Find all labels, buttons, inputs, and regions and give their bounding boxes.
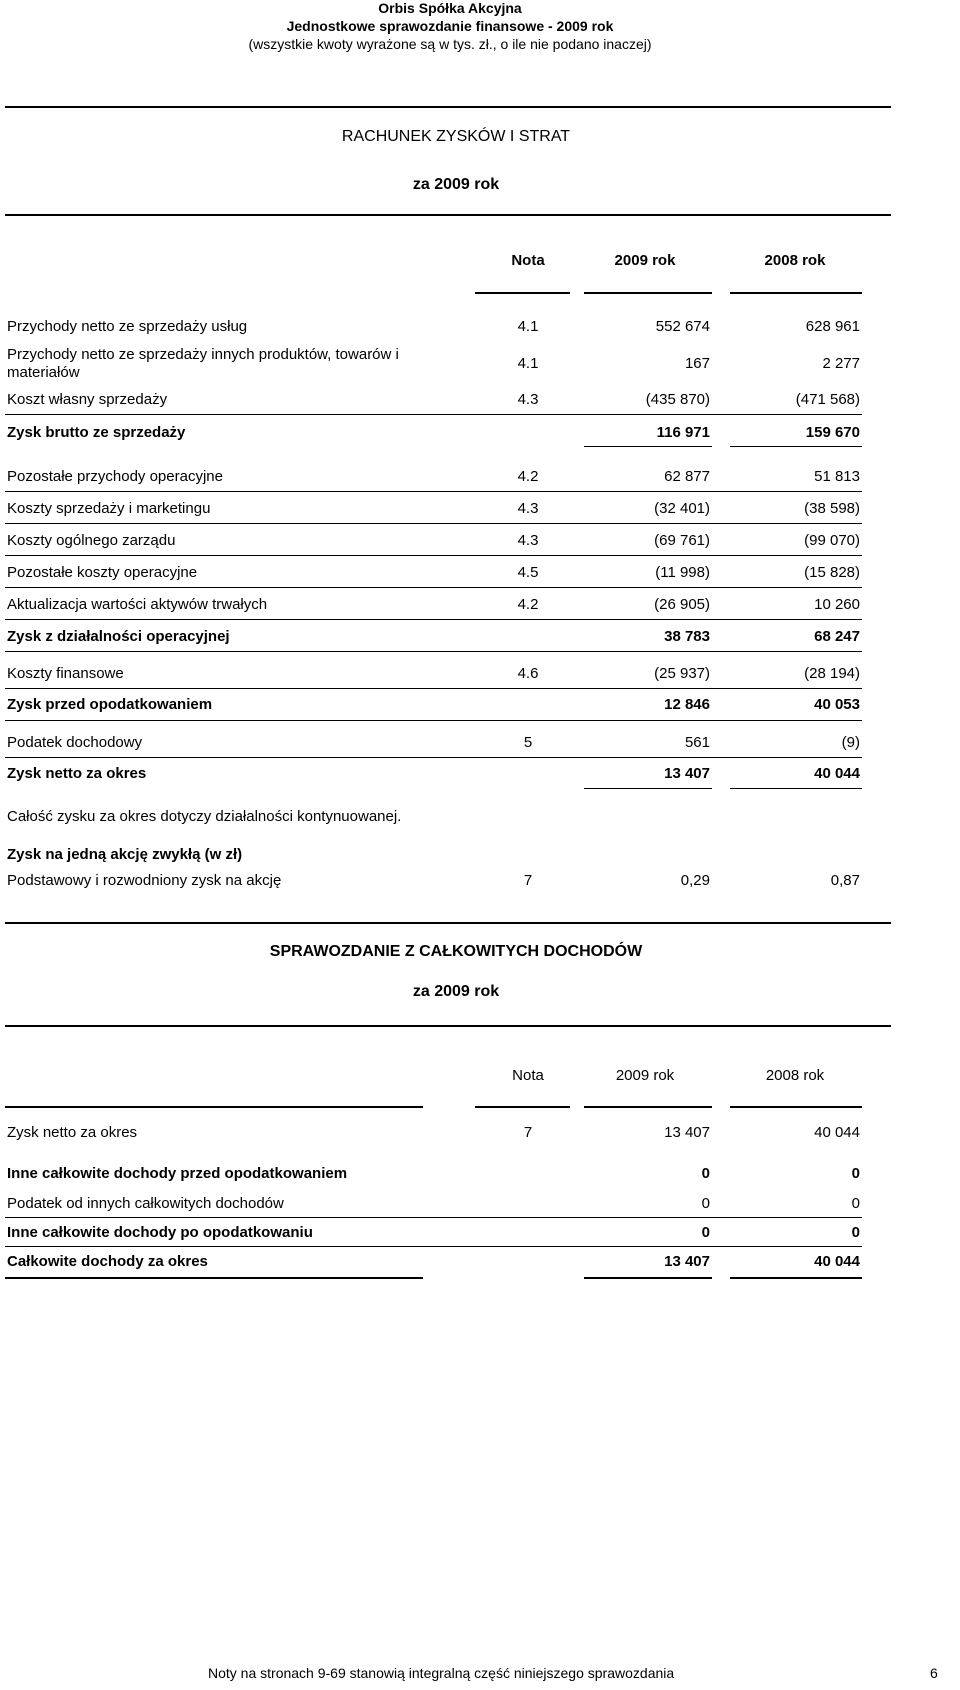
row-divider	[5, 757, 862, 758]
income-statement-title: RACHUNEK ZYSKÓW I STRAT	[341, 128, 571, 145]
income-statement-period: za 2009 rok	[412, 176, 500, 193]
row-label: Zysk brutto ze sprzedaży	[7, 424, 186, 441]
row-value-2008: 40 044	[814, 1124, 860, 1141]
column-underline	[584, 788, 712, 789]
column-underline	[730, 788, 862, 789]
row-divider	[5, 414, 862, 415]
row-value-2009: 116 971	[656, 424, 710, 441]
row-value-2009: 561	[684, 734, 710, 751]
row-value-2008: 40 053	[814, 696, 860, 713]
column-underline	[730, 446, 862, 447]
row-value-2008: 0	[851, 1195, 860, 1212]
column-underline	[584, 1277, 712, 1279]
row-divider	[5, 651, 862, 652]
row-value-2008: 0	[851, 1165, 860, 1182]
row-label: Koszty finansowe	[7, 665, 124, 682]
column-underline	[475, 1106, 570, 1108]
row-divider	[5, 1217, 862, 1218]
row-value-2009: 13 407	[664, 1253, 710, 1270]
row-nota: 4.1	[517, 318, 539, 335]
row-label: Zysk z działalności operacyjnej	[7, 628, 230, 645]
row-value-2009: 13 407	[664, 765, 710, 782]
row-value-2009: 0,29	[680, 872, 710, 889]
row-value-2008: 628 961	[805, 318, 860, 335]
row-label: Zysk netto za okres	[7, 1124, 138, 1141]
row-divider	[5, 720, 862, 721]
row-value-2008: 40 044	[814, 1253, 860, 1270]
row-value-2009: 13 407	[664, 1124, 710, 1141]
row-value-2009: (11 998)	[655, 564, 710, 581]
row-value-2008: (9)	[841, 734, 860, 751]
row-label: Całkowite dochody za okres	[7, 1253, 208, 1270]
row-divider	[5, 587, 862, 588]
column-underline	[584, 446, 712, 447]
section-divider	[5, 106, 891, 108]
row-label: Pozostałe przychody operacyjne	[7, 468, 223, 485]
row-nota: 4.6	[517, 665, 539, 682]
column-header-2009: 2009 rok	[615, 1067, 675, 1084]
row-value-2008: 40 044	[814, 765, 860, 782]
column-header-2009: 2009 rok	[614, 252, 676, 269]
row-value-2008: (15 828)	[804, 564, 860, 581]
row-value-2008: (38 598)	[804, 500, 860, 517]
row-nota: 7	[523, 872, 533, 889]
row-value-2008: 51 813	[814, 468, 860, 485]
row-divider	[5, 523, 862, 524]
column-underline	[5, 1106, 423, 1108]
row-nota: 5	[523, 734, 533, 751]
section-divider	[5, 214, 891, 216]
column-header-nota: Nota	[511, 252, 545, 269]
column-underline	[584, 292, 712, 294]
section-divider	[5, 922, 891, 924]
row-value-2008: 10 260	[814, 596, 860, 613]
page-number: 6	[930, 1665, 938, 1681]
column-underline	[584, 1106, 712, 1108]
row-label: Zysk netto za okres	[7, 765, 147, 782]
company-name: Orbis Spółka Akcyjna	[378, 0, 522, 16]
row-label: Inne całkowite dochody przed opodatkowaniem	[7, 1165, 348, 1182]
row-value-2009: 38 783	[664, 628, 710, 645]
row-value-2008: (28 194)	[804, 665, 860, 682]
row-label: Zysk przed opodatkowaniem	[7, 696, 213, 713]
section-divider	[5, 1025, 891, 1027]
row-value-2009: (25 937)	[654, 665, 710, 682]
row-label: Aktualizacja wartości aktywów trwałych	[7, 596, 268, 613]
row-value-2009: (32 401)	[654, 500, 710, 517]
row-nota: 4.3	[517, 500, 539, 517]
continuing-operations-note: Całość zysku za okres dotyczy działalności kontynuowanej.	[7, 808, 402, 825]
row-label: Podatek od innych całkowitych dochodów	[7, 1195, 284, 1212]
row-value-2008: 0	[851, 1224, 860, 1241]
column-underline	[730, 292, 862, 294]
row-nota: 4.3	[517, 532, 539, 549]
row-value-2008: 159 670	[805, 424, 860, 441]
comprehensive-income-period: za 2009 rok	[412, 983, 500, 1000]
row-value-2009: 552 674	[655, 318, 710, 335]
row-label: Koszty ogólnego zarządu	[7, 532, 176, 549]
comprehensive-income-title: SPRAWOZDANIE Z CAŁKOWITYCH DOCHODÓW	[269, 943, 643, 960]
row-value-2009: (26 905)	[654, 596, 710, 613]
row-value-2008: 2 277	[822, 355, 860, 372]
row-value-2009: (435 870)	[645, 391, 710, 408]
row-nota: 4.5	[517, 564, 539, 581]
row-value-2008: (99 070)	[804, 532, 860, 549]
row-value-2008: (471 568)	[795, 391, 860, 408]
row-label: Przychody netto ze sprzedaży innych produktów, towarów i	[7, 346, 399, 363]
row-label: Przychody netto ze sprzedaży usług	[7, 318, 248, 335]
row-value-2009: 12 846	[664, 696, 710, 713]
column-header-2008: 2008 rok	[765, 1067, 825, 1084]
row-divider	[5, 555, 862, 556]
column-underline	[475, 292, 570, 294]
row-label: Koszt własny sprzedaży	[7, 391, 168, 408]
row-value-2009: 167	[684, 355, 710, 372]
row-nota: 4.1	[517, 355, 539, 372]
row-value-2009: 0	[701, 1224, 710, 1241]
row-value-2009: 0	[701, 1165, 710, 1182]
row-label: Podstawowy i rozwodniony zysk na akcję	[7, 872, 282, 889]
row-nota: 4.2	[517, 596, 539, 613]
row-divider	[5, 491, 862, 492]
row-nota: 4.2	[517, 468, 539, 485]
column-underline	[730, 1277, 862, 1279]
currency-note: (wszystkie kwoty wyrażone są w tys. zł., o ile nie podano inaczej)	[248, 36, 652, 52]
row-nota: 4.3	[517, 391, 539, 408]
column-header-2008: 2008 rok	[764, 252, 826, 269]
row-label: Koszty sprzedaży i marketingu	[7, 500, 211, 517]
row-label: Podatek dochodowy	[7, 734, 143, 751]
footer-note: Noty na stronach 9-69 stanowią integralną część niniejszego sprawozdania	[208, 1665, 675, 1681]
eps-heading: Zysk na jedną akcję zwykłą (w zł)	[7, 846, 243, 863]
row-value-2009: (69 761)	[654, 532, 710, 549]
row-value-2008: 68 247	[814, 628, 860, 645]
report-title: Jednostkowe sprawozdanie finansowe - 2009 rok	[286, 18, 614, 34]
row-value-2009: 62 877	[664, 468, 710, 485]
row-label: Inne całkowite dochody po opodatkowaniu	[7, 1224, 313, 1241]
row-divider	[5, 1246, 862, 1247]
row-label: Pozostałe koszty operacyjne	[7, 564, 198, 581]
row-divider	[5, 688, 862, 689]
column-underline	[730, 1106, 862, 1108]
column-header-nota: Nota	[512, 1067, 544, 1084]
row-nota: 7	[523, 1124, 533, 1141]
row-divider	[5, 619, 862, 620]
column-underline	[5, 1277, 423, 1279]
row-value-2009: 0	[701, 1195, 710, 1212]
row-label-continued: materiałów	[7, 364, 80, 381]
row-value-2008: 0,87	[830, 872, 860, 889]
